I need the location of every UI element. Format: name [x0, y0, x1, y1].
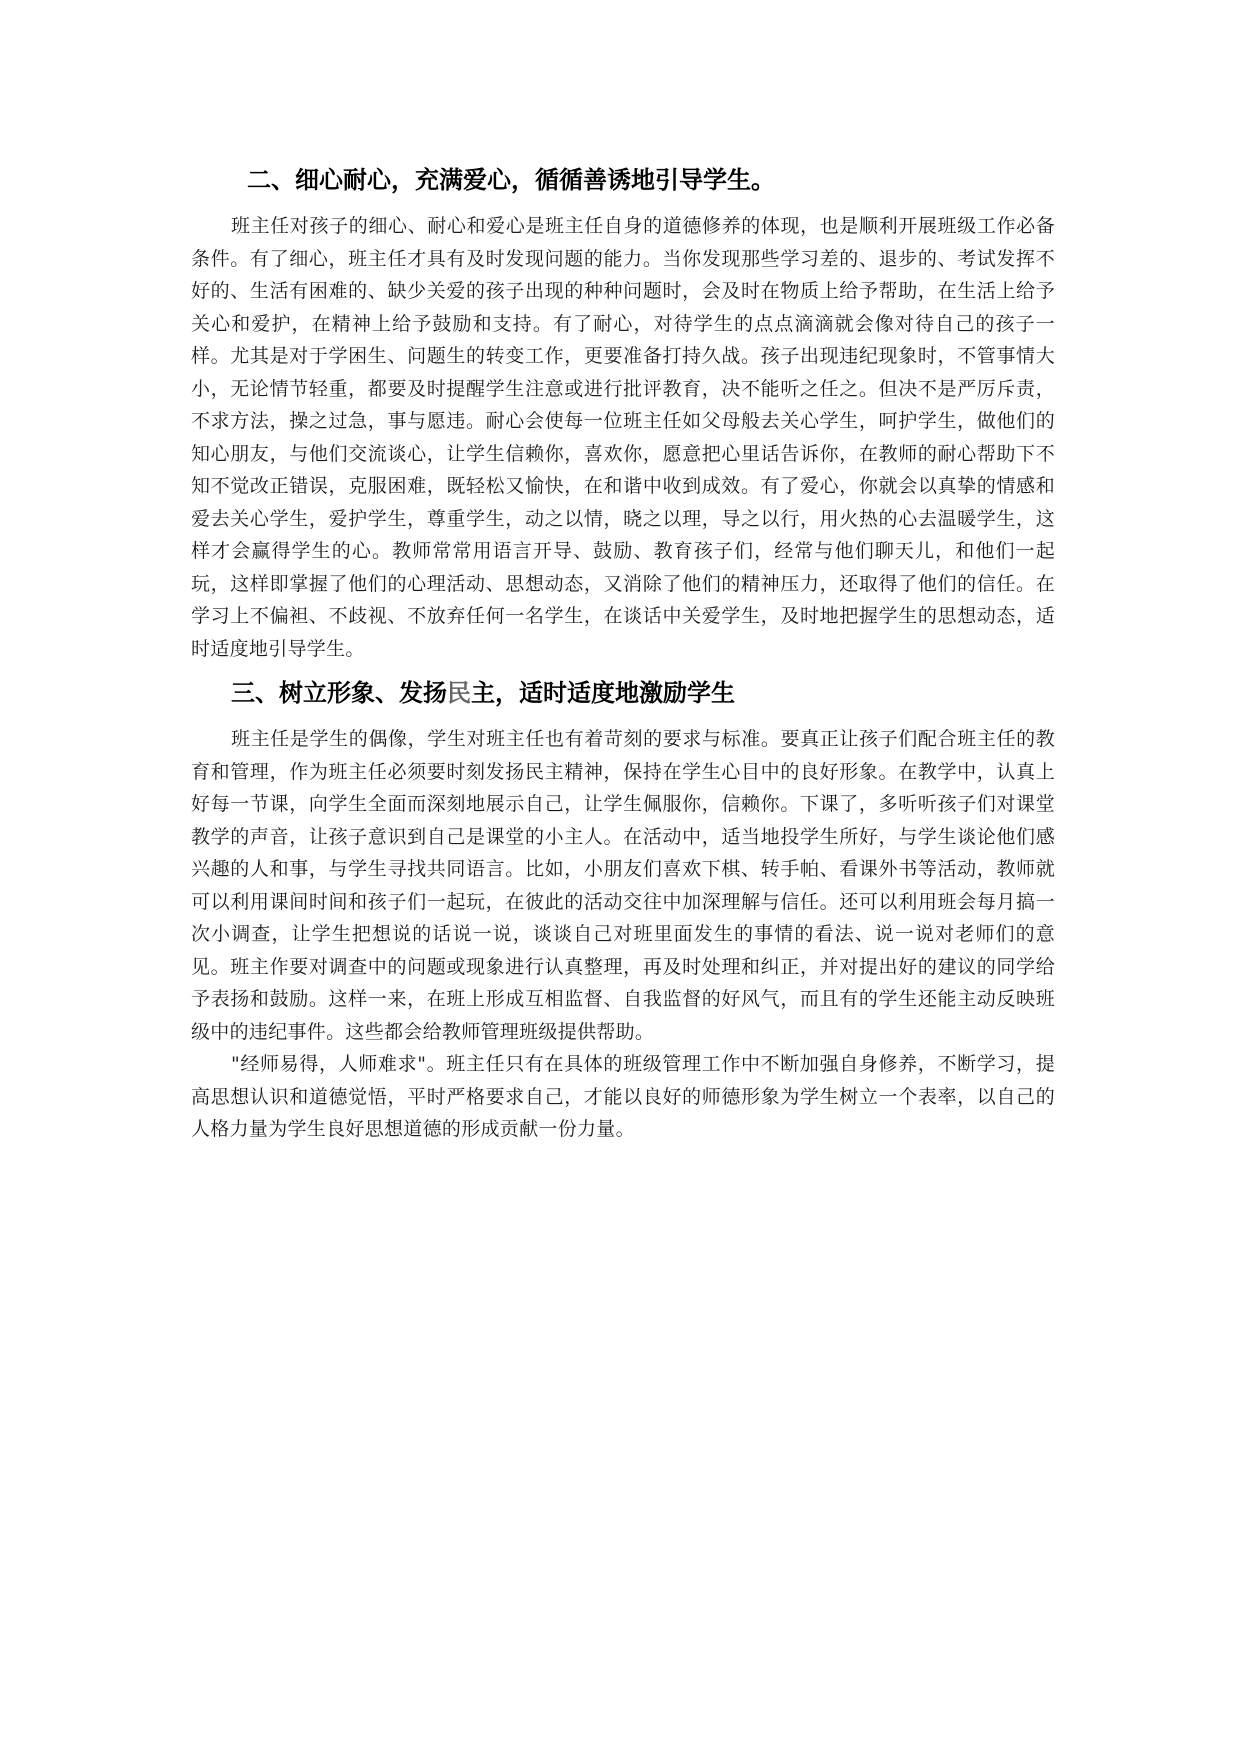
- section-3-heading-part-1: 三、树立形象、发扬: [231, 679, 447, 707]
- section-3-heading-part-3: 主，适时适度地激励学生: [471, 679, 735, 707]
- section-3-heading-part-2: 民: [447, 679, 471, 707]
- section-3-heading: [191, 673, 1055, 713]
- section-2-paragraph: 班主任对孩子的细心、耐心和爱心是班主任自身的道德修养的体现，也是顺利开展班级工作必备条件。有了细心，班主任才具有及时发现问题的能力。当你发现那些学习差的、退步的、考试发挥不好的、生活有困难的、缺少关爱的孩子出现的种种问题时，会及时在物质上给予帮助，在生活上给予关心和爱护，在精神上给予鼓励和支持。有了耐心，对待学生的点点滴滴就会像对待自己的孩子一样。尤其是对于学困生、问题生的转变工作，更要准备打持久战。孩子出现违纪现象时，不管事情大小，无论情节轻重，都要及时提醒学生注意或进行批评教育，决不能听之任之。但决不是严厉斥责，不求方法，操之过急，事与愿违。耐心会使每一位班主任如父母般去关心学生，呵护学生，做他们的知心朋友，与他们交流谈心，让学生信赖你，喜欢你，愿意把心里话告诉你，在教师的耐心帮助下不知不觉改正错误，克服困难，既轻松又愉快，在和谐中收到成效。有了爱心，你就会以真挚的情感和爱去关心学生，爱护学生，尊重学生，动之以情，晓之以理，导之以行，用火热的心去温暖学生，这样才会赢得学生的心。教师常常用语言开导、鼓励、教育孩子们，经常与他们聊天儿，和他们一起玩，这样即掌握了他们的心理活动、思想动态，又消除了他们的精神压力，还取得了他们的信任。在学习上不偏袒、不歧视、不放弃任何一名学生，在谈话中关爱学生，及时地把握学生的思想动态，适时适度地引导学生。: [191, 215, 1055, 660]
- section-3-paragraph-1: 班主任是学生的偶像，学生对班主任也有着苛刻的要求与标准。要真正让孩子们配合班主任的教育和管理，作为班主任必须要时刻发扬民主精神，保持在学生心目中的良好形象。在教学中，认真上好每一节课，向学生全面而深刻地展示自己，让学生佩服你，信赖你。下课了，多听听孩子们对课堂教学的声音，让孩子意识到自己是课堂的小主人。在活动中，适当地投学生所好，与学生谈论他们感兴趣的人和事，与学生寻找共同语言。比如，小朋友们喜欢下棋、转手帕、看课外书等活动，教师就可以利用课间时间和孩子们一起玩，在彼此的活动交往中加深理解与信任。还可以利用班会每月搞一次小调查，让学生把想说的话说一说，谈谈自己对班里面发生的事情的看法、说一说对老师们的意见。班主作要对调查中的问题或现象进行认真整理，再及时处理和纠正，并对提出好的建议的同学给予表扬和鼓励。这样一来，在班上形成互相监督、自我监督的好风气，而且有的学生还能主动反映班级中的违纪事件。这些都会给教师管理班级提供帮助。: [191, 728, 1055, 1043]
- document-body: [191, 160, 1055, 1146]
- section-3-paragraph-2: "经师易得，人师难求"。班主任只有在具体的班级管理工作中不断加强自身修养，不断学习，提高思想认识和道德觉悟，平时严格要求自己，才能以良好的师德形象为学生树立一个表率，以自己的人格力量为学生良好思想道德的形成贡献一份力量。: [191, 1053, 1055, 1140]
- section-2-heading: 二、细心耐心，充满爱心，循循善诱地引导学生。: [247, 166, 775, 194]
